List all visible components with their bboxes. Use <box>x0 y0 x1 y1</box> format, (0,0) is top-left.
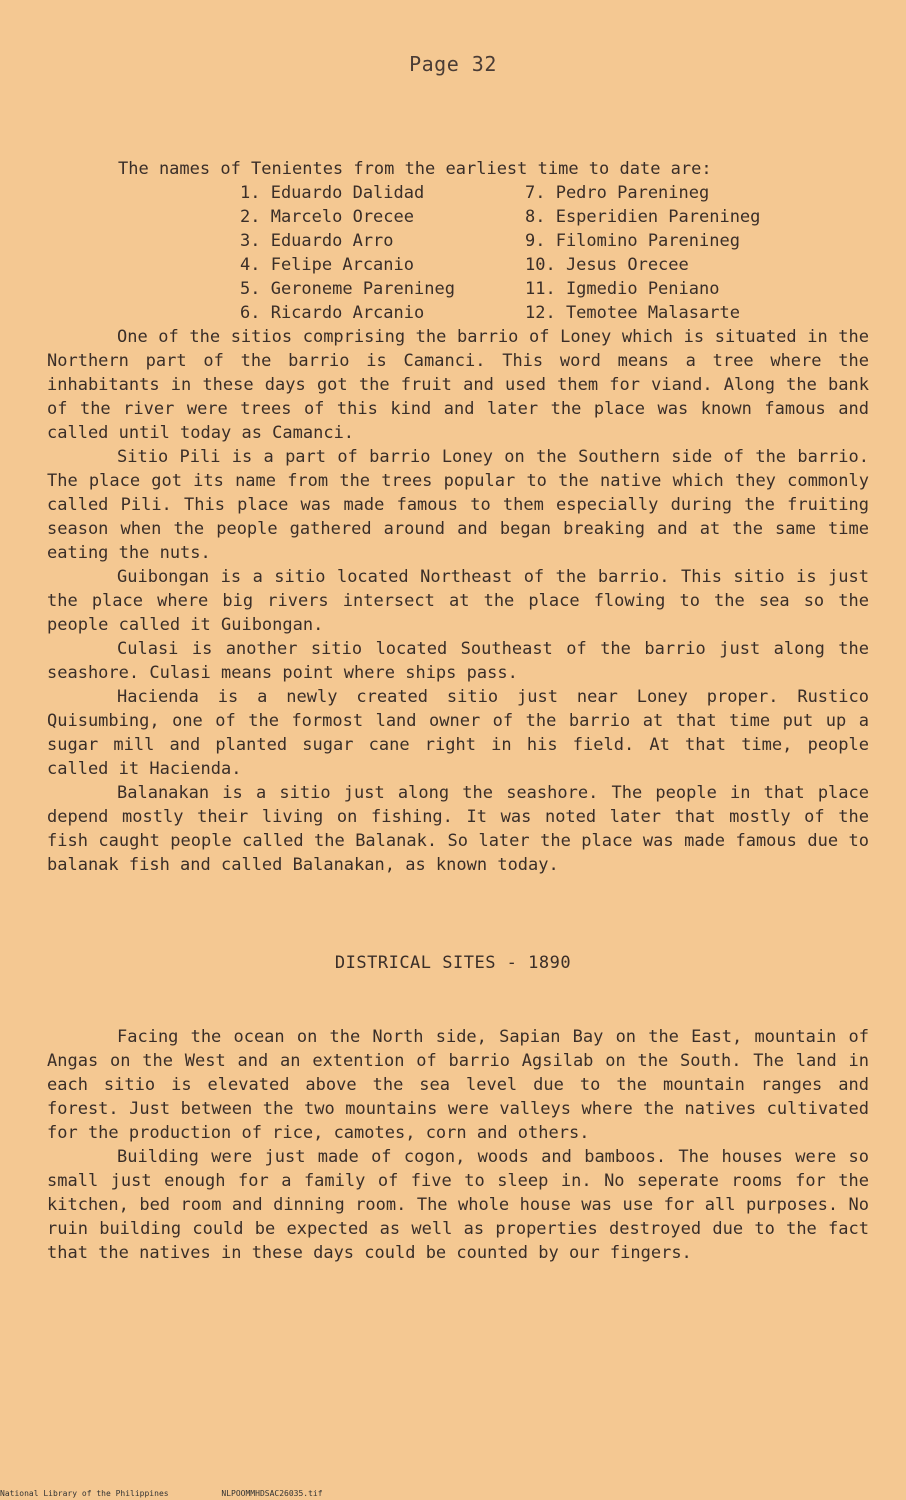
tenientes-right-column <box>525 181 760 325</box>
paragraph-hacienda: Hacienda is a newly created sitio just near Loney proper. Rustico Quisumbing, one of the formost land owner of the barrio at that time put up a sugar mill and planted sugar cane right in his field. At that time, people called it Hacienda. <box>47 687 869 779</box>
paragraph-pili: Sitio Pili is a part of barrio Loney on the Southern side of the barrio. The place got its name from the trees popular to the native which they commonly called Pili. This place was made famous to them especially during the fruiting season when the people gathered around and began breaking and at the same time eating the nuts. <box>47 447 869 563</box>
scan-footer <box>0 1489 371 1498</box>
paragraph-balanakan: Balanakan is a sitio just along the seashore. The people in that place depend mostly their living on fishing. It was noted later that mostly of the fish caught people called the Balanak. So later the place was made famous due to balanak fish and called Balanakan, as known today. <box>47 783 869 875</box>
page-number: Page 32 <box>409 52 497 76</box>
paragraph-camanci: One of the sitios comprising the barrio of Loney which is situated in the Northern part of the barrio is Camanci. This word means a tree where the inhabitants in these days got the fruit and used them for viand. Along the bank of the river were trees of this kind and later the place was known famous and called until today as Camanci. <box>47 327 869 443</box>
tenientes-left-column <box>240 181 455 325</box>
teniente-item: 12. Temotee Malasarte <box>525 303 740 323</box>
teniente-item: 9. Filomino Parenineg <box>525 231 740 251</box>
teniente-item: 8. Esperidien Parenineg <box>525 207 761 227</box>
paragraph-guibongan: Guibongan is a sitio located Northeast of the barrio. This sitio is just the place where big rivers intersect at the place flowing to the sea so the people called it Guibongan. <box>47 567 869 635</box>
paragraph-culasi: Culasi is another sitio located Southeast of the barrio just along the seashore. Culasi means point where ships pass. <box>47 639 869 683</box>
teniente-item: 6. Ricardo Arcanio <box>240 303 425 323</box>
paragraph-boundaries: Facing the ocean on the North side, Sapian Bay on the East, mountain of Angas on the West and an extention of barrio Agsilab on the South. The land in each sitio is elevated above the sea level due to the mountain ranges and forest. Just between the two mountains were valleys where the natives cultivated for the production of rice, camotes, corn and others. <box>47 1027 869 1143</box>
paragraph-buildings: Building were just made of cogon, woods and bamboos. The houses were so small just enough for a family of five to sleep in. No seperate rooms for the kitchen, bed room and dinning room. The whole house was use for all purposes. No ruin building could be expected as well as properties destroyed due to the fact that the natives in these days could be counted by our fingers. <box>47 1147 869 1263</box>
teniente-item: 7. Pedro Parenineg <box>525 183 710 203</box>
teniente-item: 1. Eduardo Dalidad <box>240 183 425 203</box>
section-heading: DISTRICAL SITES - 1890 <box>334 953 572 973</box>
tenientes-intro: The names of Tenientes from the earliest time to date are: <box>118 159 712 179</box>
teniente-item: 3. Eduardo Arro <box>240 231 394 251</box>
teniente-item: 2. Marcelo Orecee <box>240 207 414 227</box>
sites-section <box>47 1025 869 1265</box>
teniente-item: 5. Geroneme Parenineg <box>240 279 455 299</box>
footer-file: NLPOOMMHDSAC26035.tif <box>221 1489 323 1498</box>
sitios-section <box>47 325 869 877</box>
teniente-item: 10. Jesus Orecee <box>525 255 689 275</box>
teniente-item: 11. Igmedio Peniano <box>525 279 720 299</box>
teniente-item: 4. Felipe Arcanio <box>240 255 414 275</box>
footer-source: National Library of the Philippines <box>0 1489 169 1498</box>
